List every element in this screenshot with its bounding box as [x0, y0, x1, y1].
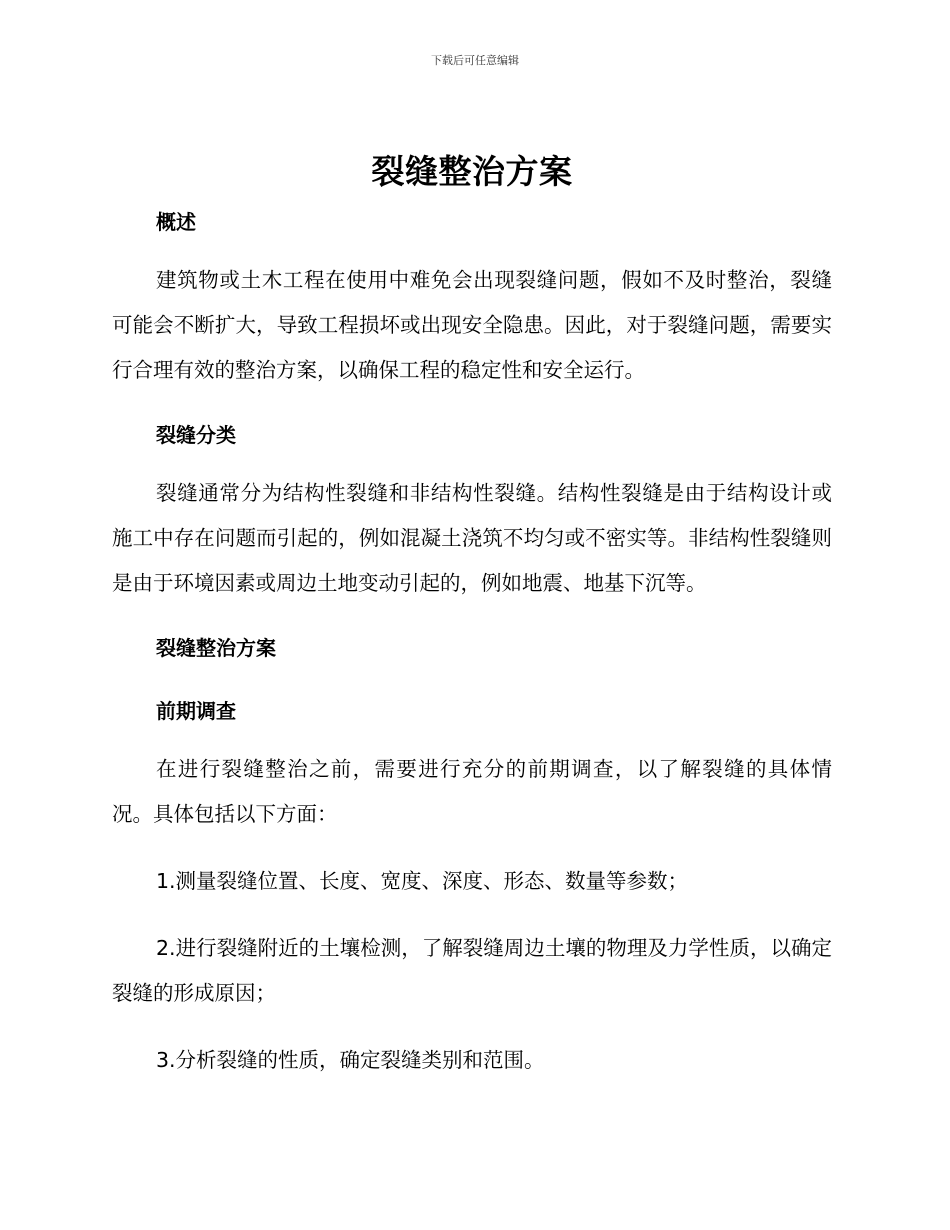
list-item-survey-1: 1.测量裂缝位置、长度、宽度、深度、形态、数量等参数；	[156, 869, 689, 893]
section-heading-survey: 前期调查	[156, 699, 236, 723]
paragraph-overview: 建筑物或土木工程在使用中难免会出现裂缝问题，假如不及时整治，裂缝可能会不断扩大，导致工程损坏或出现安全隐患。因此，对于裂缝问题，需要实行合理有效的整治方案，以确保工程的稳定性和安全运行。	[112, 268, 832, 382]
paragraph-classification: 裂缝通常分为结构性裂缝和非结构性裂缝。结构性裂缝是由于结构设计或施工中存在问题而引起的，例如混凝土浇筑不均匀或不密实等。非结构性裂缝则是由于环境因素或周边土地变动引起的，例如地震、地基下沉等。	[112, 481, 832, 595]
document-title: 裂缝整治方案	[371, 152, 573, 191]
list-item-survey-2: 2.进行裂缝附近的土壤检测，了解裂缝周边土壤的物理及力学性质，以确定裂缝的形成原因；	[112, 936, 832, 1005]
list-item-survey-3: 3.分析裂缝的性质，确定裂缝类别和范围。	[156, 1048, 545, 1072]
section-heading-plan: 裂缝整治方案	[156, 636, 276, 660]
section-heading-overview: 概述	[156, 210, 196, 234]
paragraph-survey-intro: 在进行裂缝整治之前，需要进行充分的前期调查，以了解裂缝的具体情况。具体包括以下方面：	[112, 757, 832, 826]
document-body	[112, 150, 832, 1083]
header-note: 下载后可任意编辑	[431, 54, 519, 67]
section-heading-classification: 裂缝分类	[156, 423, 236, 447]
